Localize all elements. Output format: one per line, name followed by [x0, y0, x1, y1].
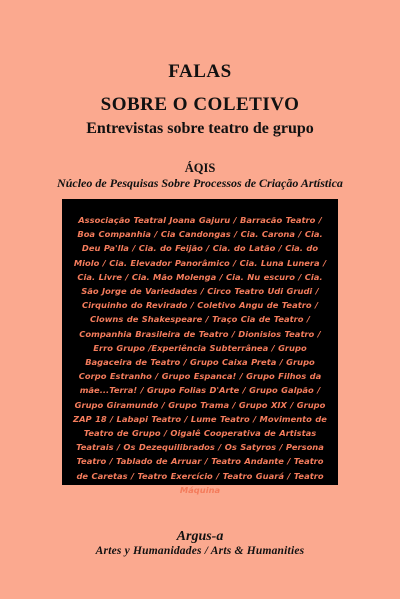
title-line-2: SOBRE O COLETIVO — [100, 94, 300, 115]
author-full-name: Núcleo de Pesquisas Sobre Processos de Criação Artística — [57, 176, 343, 190]
groups-list: Associação Teatral Joana Gajuru / Barracão Teatro / Boa Companhia / Cia Candongas / Cia. Carona / Cia. Deu Pa'lla / Cia. do Feijão / Cia. do Latão / Cia. do Miolo / Cia. Elevador Panorâmico / Cia. Luna Lunera / Cia. Livre / Cia. Mão Molenga / Cia. Nu escuro / Cia. São Jorge de Variedades / Circo Teatro Udi Grudi / Cirquinho do Revirado / Coletivo Angu de Teatro / Clowns de Shakespeare / Traço Cia de Teatro / Companhia Brasileira de Teatro / Dionisios Teatro / Erro Grupo /Experiência Subterrânea / Grupo Bagaceira de Teatro / Grupo Caixa Preta / Grupo Corpo Estranho / Grupo Espanca! / Grupo Filhos da mãe...Terra! / Grupo Folias D'Arte / Grupo Galpão / Grupo Giramundo / Grupo Trama / Grupo XIX / Grupo ZAP 18 / Labapi Teatro / Lume Teatro / Movimento de Teatro de Grupo / Oigalê Cooperativa de Artistas Teatrais / Os Dezequilibrados / Os Satyros / Persona Teatro / Tablado de Arruar / Teatro Andante / Teatro de Caretas / Teatro Exercício / Teatro Guará / Teatro Máquina — [73, 215, 327, 495]
groups-box — [62, 199, 338, 495]
subtitle: Entrevistas sobre teatro de grupo — [86, 120, 314, 137]
publisher: Argus-a — [176, 529, 224, 544]
series-name: Artes y Humanidades / Arts & Humanities — [95, 545, 305, 557]
title-line-1: FALAS — [168, 61, 232, 82]
author: ÁQIS — [184, 161, 216, 175]
